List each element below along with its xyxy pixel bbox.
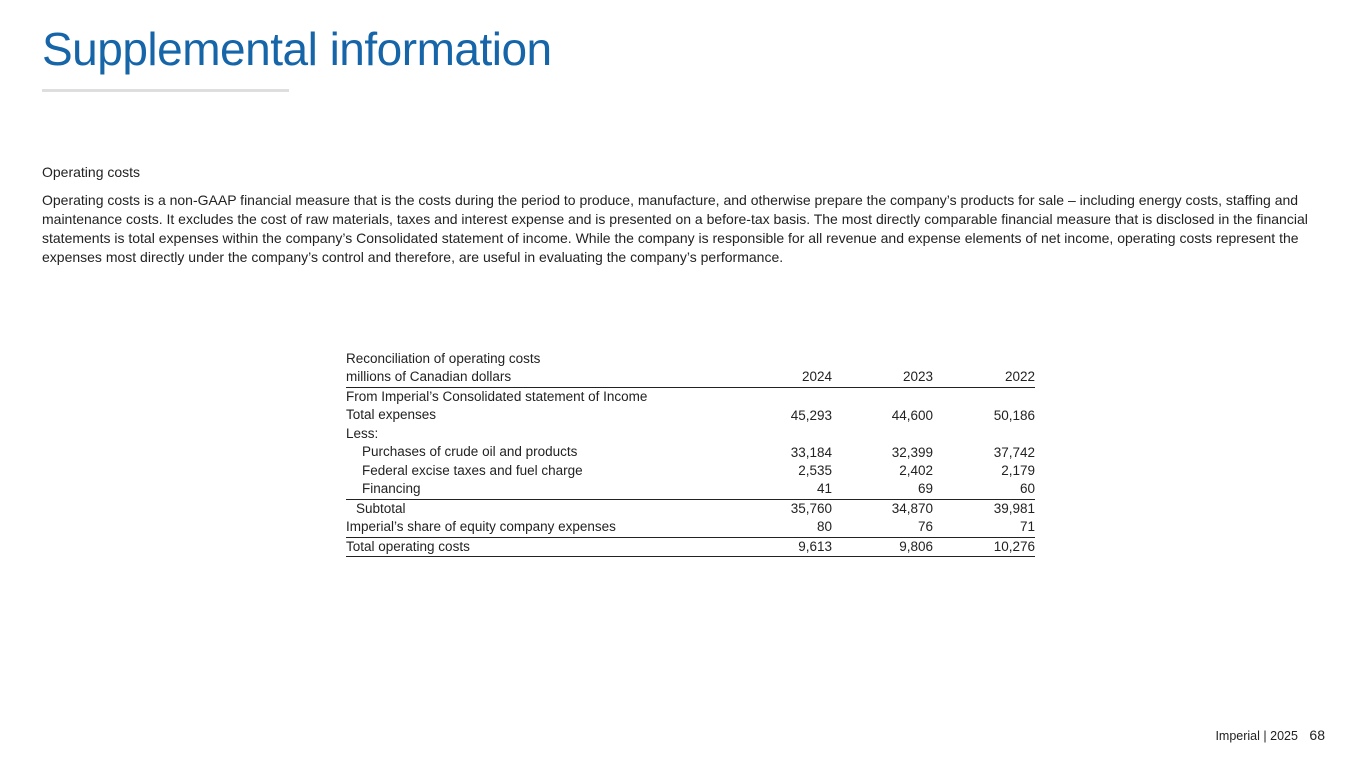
title-underline — [42, 89, 289, 92]
row-label: Subtotal — [356, 500, 406, 516]
cell-value: 69 — [917, 481, 933, 496]
row-label: Less: — [346, 425, 379, 441]
row-label: From Imperial’s Consolidated statement of Income — [346, 388, 648, 404]
section-heading: Operating costs — [42, 164, 141, 180]
cell-value: 33,184 — [790, 445, 832, 460]
cell-value: 35,760 — [790, 500, 832, 516]
cell-value: 10,276 — [993, 538, 1035, 554]
cell-value: 71 — [1019, 519, 1035, 534]
cell-value: 2,535 — [798, 462, 832, 478]
row-label: Total expenses — [346, 407, 437, 422]
row-label: Federal excise taxes and fuel charge — [362, 462, 583, 478]
year-header-2023: 2023 — [902, 369, 933, 384]
page-footer — [1215, 727, 1325, 743]
footer-separator: | — [1263, 729, 1267, 743]
row-label: Total operating costs — [346, 538, 470, 554]
reconciliation-table — [346, 350, 1035, 557]
cell-value: 37,742 — [993, 445, 1035, 460]
row-label: Imperial’s share of equity company expenses — [346, 519, 616, 534]
row-label: Financing — [362, 481, 421, 496]
cell-value: 76 — [917, 519, 933, 534]
page-title: Supplemental information — [42, 23, 552, 75]
table-row-total — [346, 538, 1035, 558]
table-caption: Reconciliation of operating costs — [346, 351, 541, 366]
year-header-2024: 2024 — [801, 369, 832, 384]
table-row — [346, 388, 1035, 407]
section-body: Operating costs is a non-GAAP financial measure that is the costs during the period to produce, manufacture, and otherwise prepare the company’s products for sale – including energy costs, staffing and maintenance costs. It excludes the cost of raw materials, taxes and interest expense and is presented on a before-tax basis. The most directly comparable financial measure that is disclosed in the financial statements is total expenses within the company’s Consolidated statement of income. While the company is responsible for all revenue and expense elements of net income, operating costs represent the expenses most directly under the company’s control and therefore, are useful in evaluating the company’s performance. — [42, 192, 1308, 265]
table-row-subtotal — [346, 500, 1035, 519]
table-row — [346, 425, 1035, 444]
table-row — [346, 480, 1035, 500]
cell-value: 2,179 — [1001, 462, 1035, 478]
cell-value: 41 — [816, 481, 832, 496]
row-label: Purchases of crude oil and products — [362, 444, 578, 459]
cell-value: 60 — [1019, 481, 1035, 496]
cell-value: 9,806 — [899, 538, 933, 554]
cell-value: 9,613 — [798, 538, 832, 554]
unit-label: millions of Canadian dollars — [346, 369, 512, 384]
table-header-row — [346, 368, 1035, 388]
table-row — [346, 518, 1035, 538]
table-row — [346, 443, 1035, 462]
cell-value: 34,870 — [891, 500, 933, 516]
cell-value: 32,399 — [891, 445, 933, 460]
page-number: 68 — [1309, 727, 1325, 743]
table-row — [346, 406, 1035, 425]
cell-value: 45,293 — [790, 408, 832, 423]
cell-value: 44,600 — [891, 408, 933, 423]
cell-value: 80 — [816, 519, 832, 534]
cell-value: 50,186 — [993, 408, 1035, 423]
footer-year: 2025 — [1270, 729, 1298, 743]
cell-value: 2,402 — [899, 462, 933, 478]
table-row — [346, 462, 1035, 481]
cell-value: 39,981 — [993, 500, 1035, 516]
footer-brand: Imperial — [1215, 729, 1260, 743]
year-header-2022: 2022 — [1004, 369, 1035, 384]
